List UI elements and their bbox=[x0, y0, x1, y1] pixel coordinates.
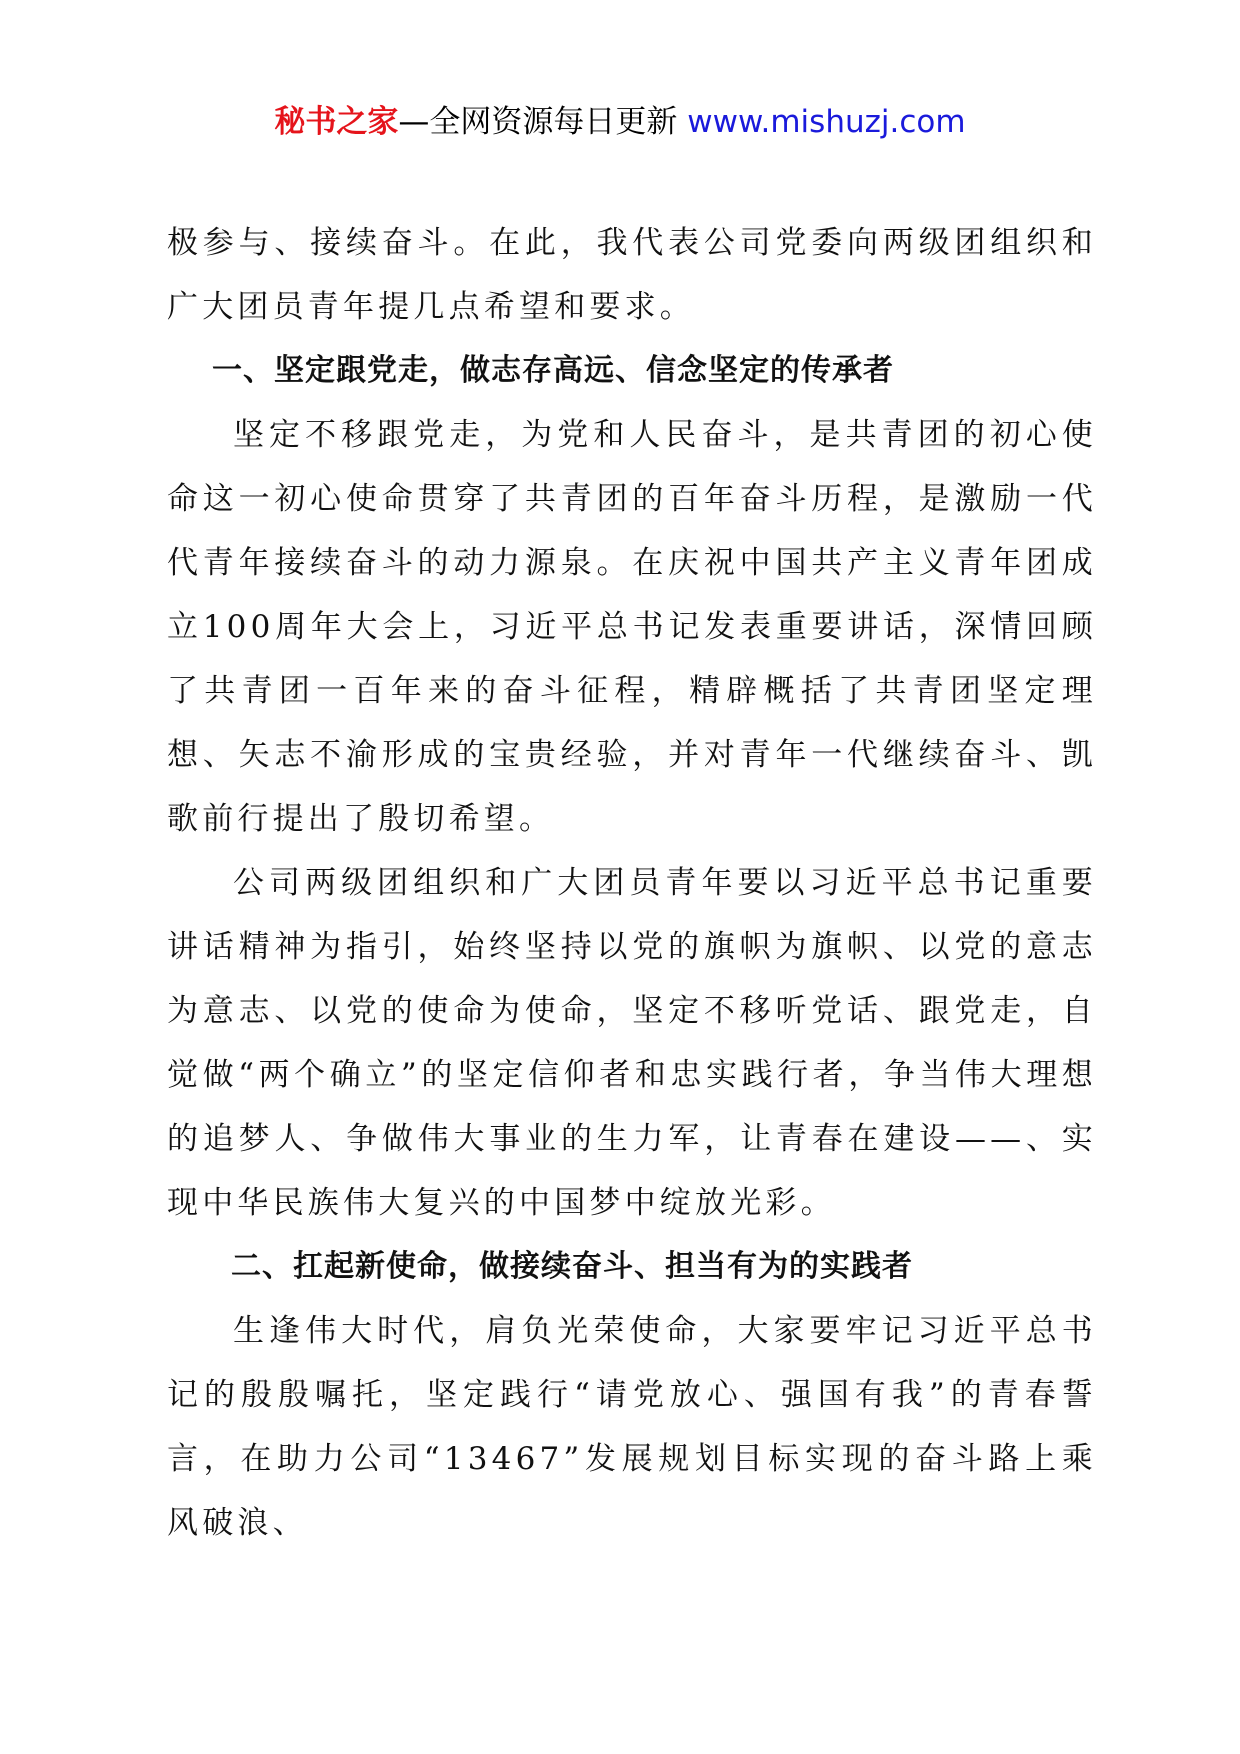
site-url[interactable]: www.mishuzj.com bbox=[687, 104, 966, 140]
section-heading-2: 二、扛起新使命，做接续奋斗、担当有为的实践者 bbox=[231, 1249, 913, 1284]
site-tagline: —全网资源每日更新 bbox=[398, 104, 678, 140]
paragraph-intro: 极参与、接续奋斗。在此，我代表公司党委向两级团组织和广大团员青年提几点希望和要求。 bbox=[167, 225, 1097, 325]
site-brand: 秘书之家 bbox=[274, 104, 399, 140]
paragraph-2: 公司两级团组织和广大团员青年要以习近平总书记重要讲话精神为指引，始终坚持以党的旗帜为旗帜、以党的意志为意志、以党的使命为使命，坚定不移听党话、跟党走，自觉做“两个确立”的坚定信仰者和忠实践行者，争当伟大理想的追梦人、争做伟大事业的生力军，让青春在建设——、实现中华民族伟大复兴的中国梦中绽放光彩。 bbox=[167, 865, 1097, 1221]
document-body bbox=[167, 211, 1097, 1555]
section-heading-1: 一、坚定跟党走，做志存高远、信念坚定的传承者 bbox=[212, 353, 894, 388]
paragraph-3: 生逢伟大时代，肩负光荣使命，大家要牢记习近平总书记的殷殷嘱托，坚定践行“请党放心、强国有我”的青春誓言，在助力公司“13467”发展规划目标实现的奋斗路上乘风破浪、 bbox=[167, 1313, 1097, 1541]
paragraph-1: 坚定不移跟党走，为党和人民奋斗，是共青团的初心使命这一初心使命贯穿了共青团的百年奋斗历程，是激励一代代青年接续奋斗的动力源泉。在庆祝中国共产主义青年团成立100周年大会上，习近平总书记发表重要讲话，深情回顾了共青团一百年来的奋斗征程，精辟概括了共青团坚定理想、矢志不渝形成的宝贵经验，并对青年一代继续奋斗、凯歌前行提出了殷切希望。 bbox=[167, 417, 1097, 837]
site-header bbox=[0, 100, 1240, 144]
